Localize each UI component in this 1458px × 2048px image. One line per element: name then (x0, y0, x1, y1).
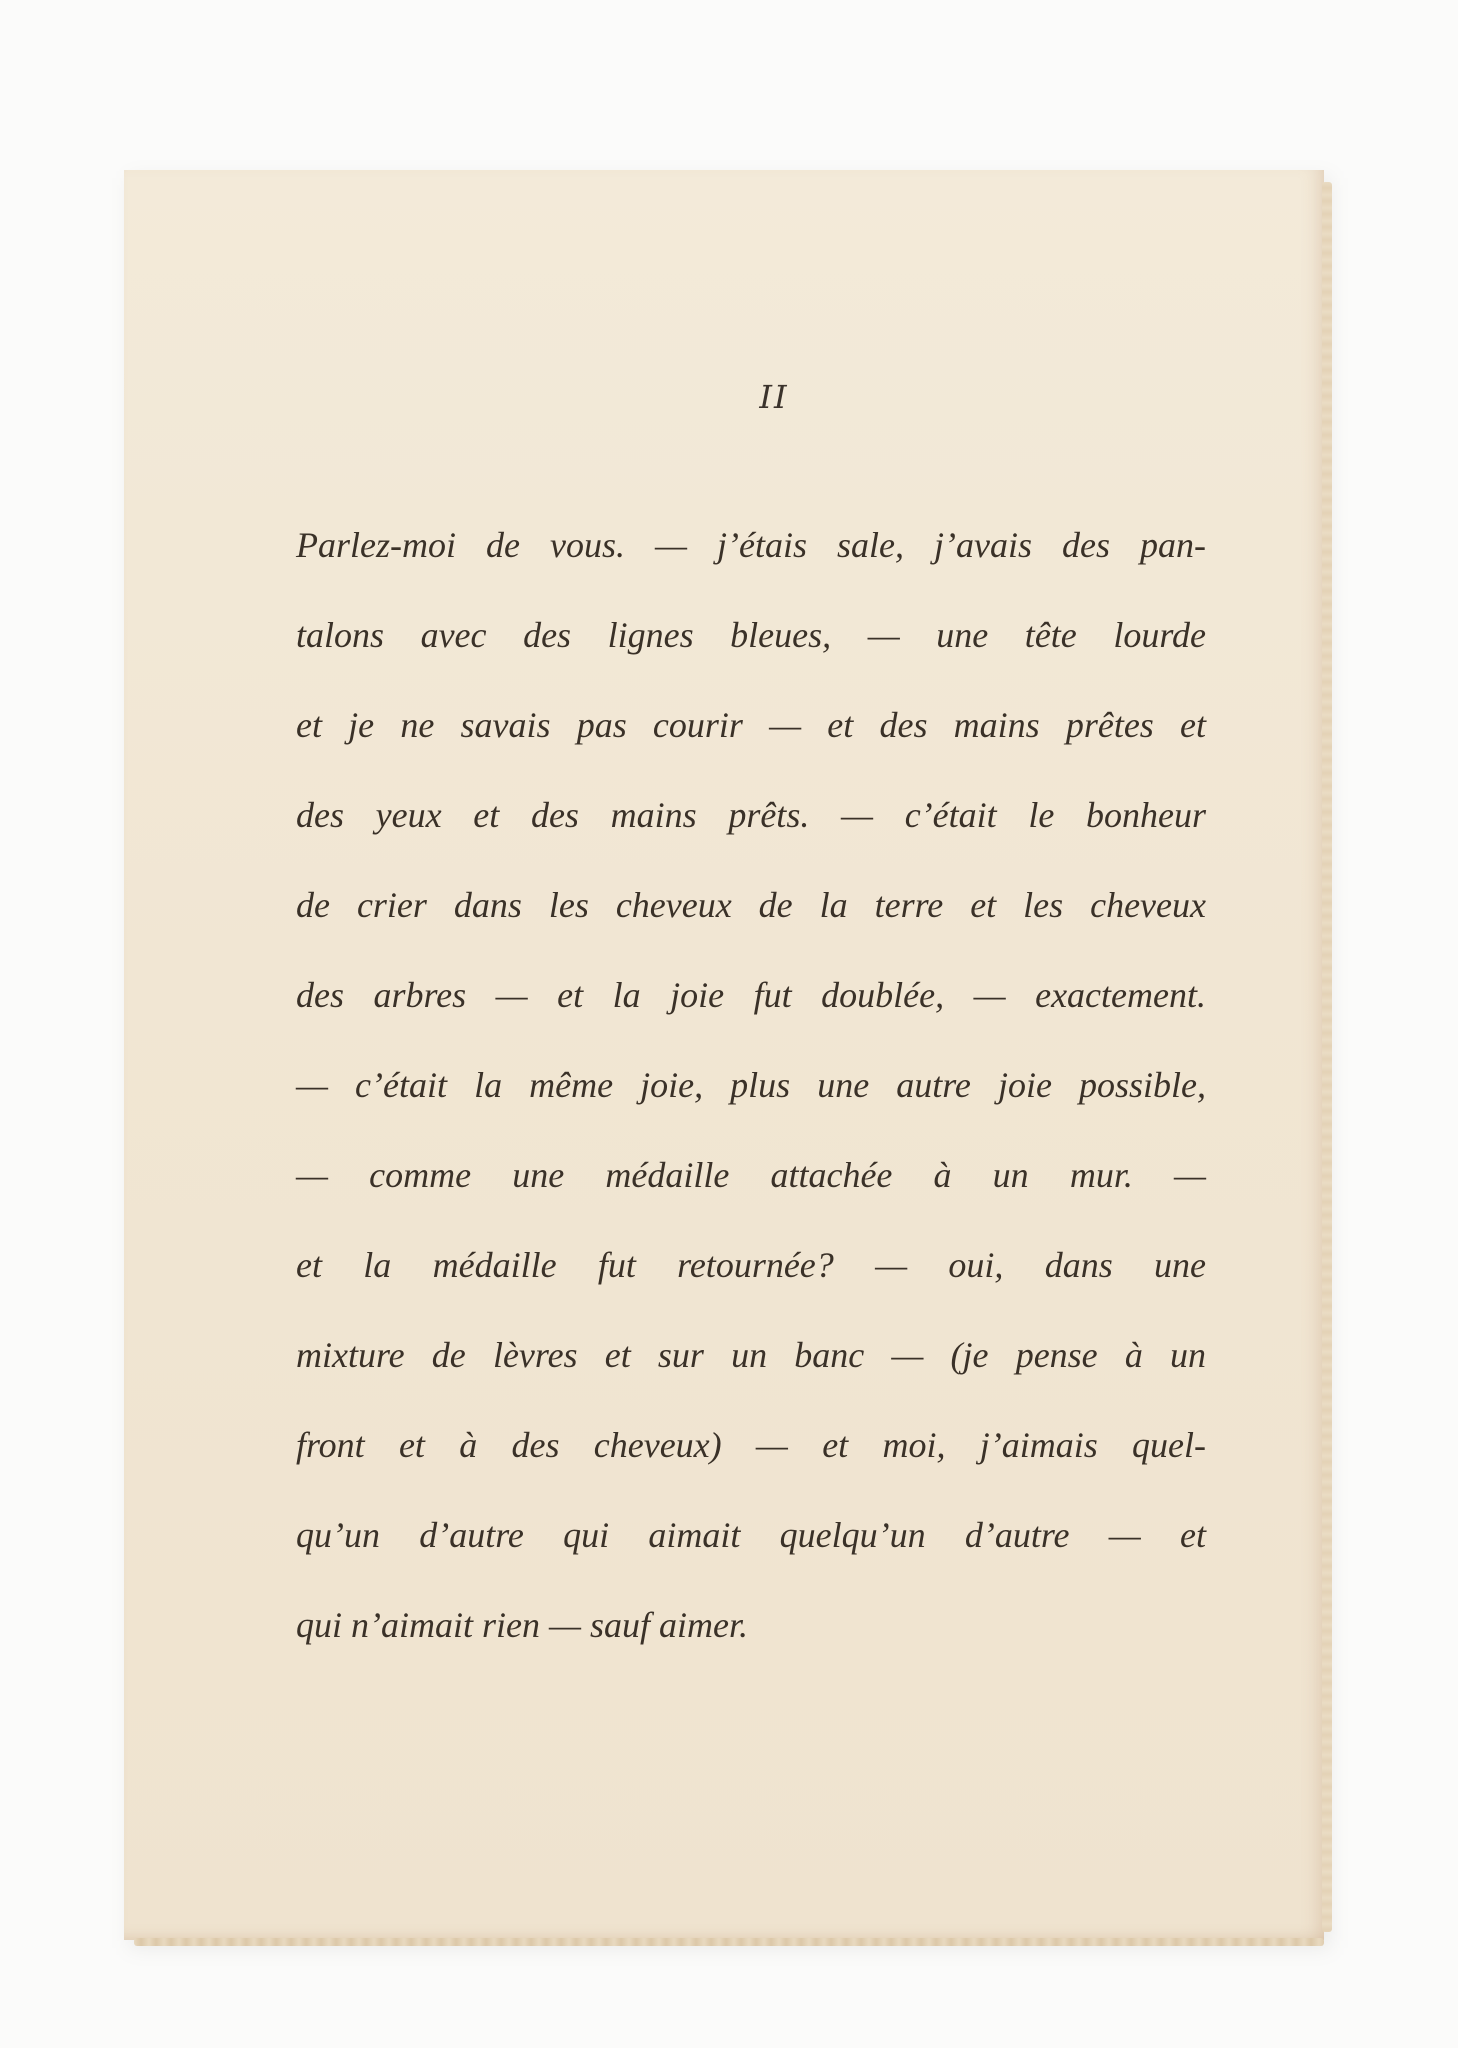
paper-page (124, 170, 1324, 1940)
deckled-edge-right (1322, 182, 1332, 1932)
text-line: — comme une médaille attachée à un mur. — (296, 1155, 1206, 1195)
text-line-last: qui n’aimait rien — sauf aimer. (296, 1605, 749, 1645)
text-line: des yeux et des mains prêts. — c’était le bonheur (296, 795, 1206, 835)
text-line: talons avec des lignes bleues, — une tête lourde (296, 615, 1206, 655)
poem-text (296, 525, 1206, 1695)
section-heading: II (759, 378, 789, 416)
text-line: — c’était la même joie, plus une autre joie possible, (296, 1065, 1206, 1105)
text-line: front et à des cheveux) — et moi, j’aimais quel- (296, 1425, 1206, 1465)
text-line: mixture de lèvres et sur un banc — (je pense à un (296, 1335, 1206, 1375)
text-line: et je ne savais pas courir — et des mains prêtes et (296, 705, 1206, 745)
deckled-edge-bottom (134, 1938, 1324, 1946)
text-line: Parlez-moi de vous. — j’étais sale, j’avais des pan- (296, 525, 1206, 565)
text-line: de crier dans les cheveux de la terre et les cheveux (296, 885, 1206, 925)
text-line: et la médaille fut retournée? — oui, dans une (296, 1245, 1206, 1285)
text-line: qu’un d’autre qui aimait quelqu’un d’autre — et (296, 1515, 1206, 1555)
text-line: des arbres — et la joie fut doublée, — exactement. (296, 975, 1206, 1015)
